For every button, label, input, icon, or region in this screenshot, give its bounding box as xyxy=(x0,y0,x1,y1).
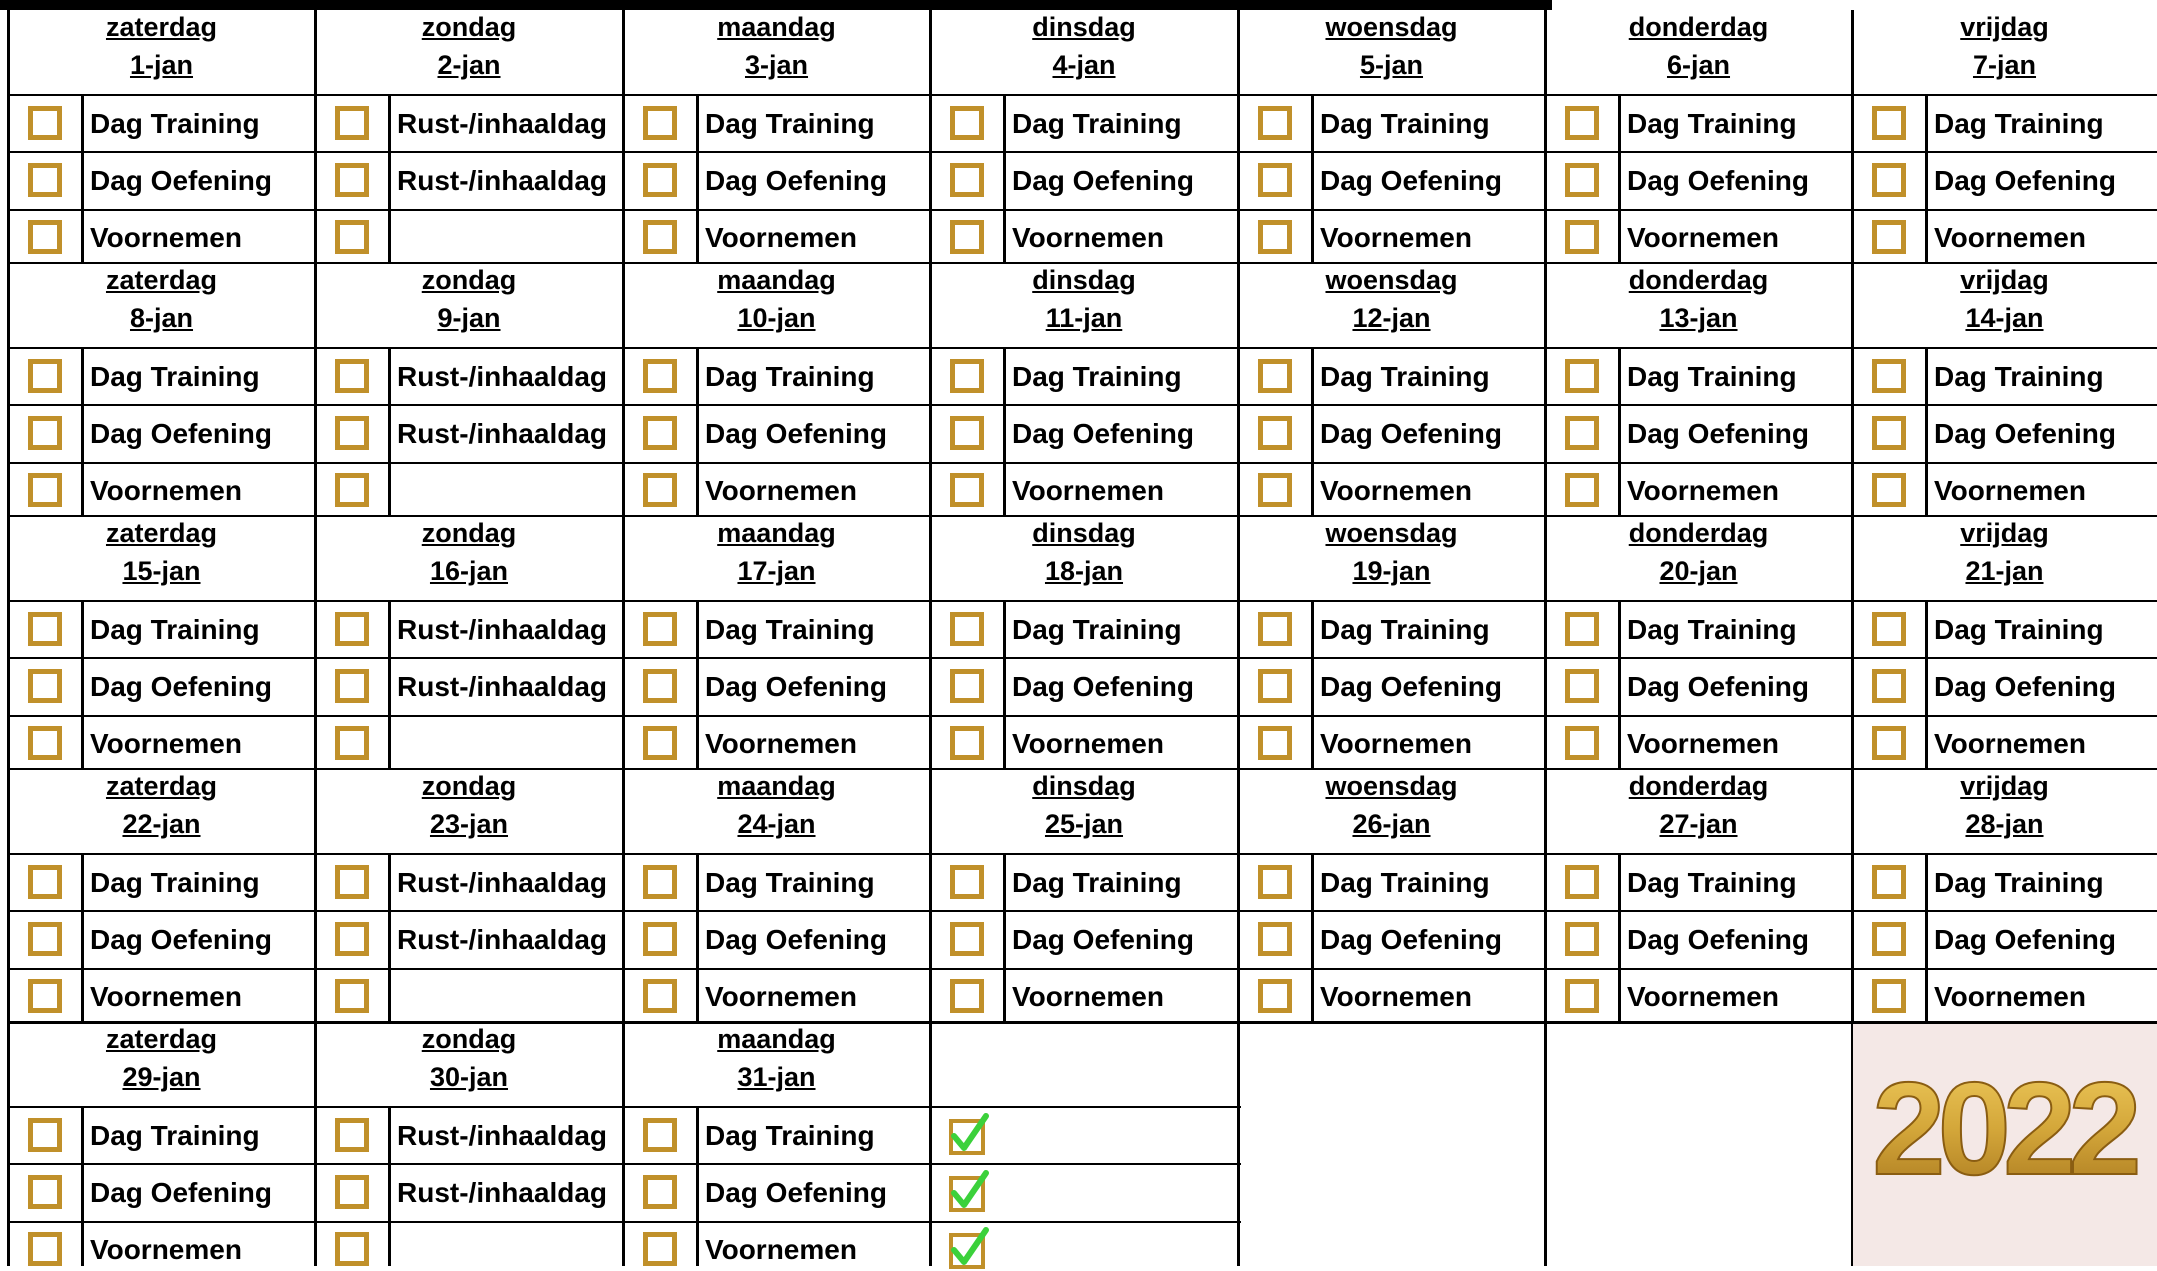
grid-inner-line xyxy=(1618,600,1621,768)
day-weekday: vrijdag xyxy=(1960,518,2049,548)
grid-inner-line xyxy=(1925,853,1928,1021)
task-checkbox[interactable] xyxy=(335,163,369,197)
grid-inner-line xyxy=(81,600,84,768)
year-logo xyxy=(1853,1024,2157,1266)
task-label: Dag Oefening xyxy=(1320,671,1503,702)
task-label: Dag Training xyxy=(1627,614,1797,645)
task-label: Dag Training xyxy=(90,1120,260,1151)
grid-inner-line xyxy=(1311,853,1314,1021)
task-label: Dag Training xyxy=(1320,614,1490,645)
task-label: Dag Oefening xyxy=(1627,671,1810,702)
task-checkbox[interactable] xyxy=(1872,922,1906,956)
task-label: Dag Training xyxy=(1320,361,1490,392)
day-date: 1-jan xyxy=(129,50,194,80)
task-label: Dag Oefening xyxy=(1934,418,2117,449)
task-label: Voornemen xyxy=(1627,475,1779,506)
task-checkbox[interactable] xyxy=(950,220,984,254)
check-icon xyxy=(948,1169,990,1213)
task-checkbox[interactable] xyxy=(28,1175,62,1209)
task-checkbox[interactable] xyxy=(1565,669,1599,703)
grid-row-line xyxy=(8,151,2157,153)
task-checkbox[interactable] xyxy=(28,1118,62,1152)
task-checkbox[interactable] xyxy=(335,612,369,646)
task-checkbox[interactable] xyxy=(335,416,369,450)
task-checkbox[interactable] xyxy=(643,473,677,507)
day-date: 11-jan xyxy=(1045,303,1123,333)
day-weekday: maandag xyxy=(717,1024,836,1054)
task-checkbox[interactable] xyxy=(335,106,369,140)
task-label: Voornemen xyxy=(90,222,242,253)
task-label: Voornemen xyxy=(1012,475,1164,506)
task-checkbox[interactable] xyxy=(950,416,984,450)
grid-row-line xyxy=(8,209,2157,211)
task-label: Voornemen xyxy=(705,222,857,253)
task-label: Rust-/inhaaldag xyxy=(397,867,608,898)
task-checkbox[interactable] xyxy=(643,612,677,646)
day-date: 16-jan xyxy=(429,556,509,586)
task-label: Dag Oefening xyxy=(705,671,888,702)
task-checkbox[interactable] xyxy=(1872,865,1906,899)
task-checkbox[interactable] xyxy=(1258,726,1292,760)
day-weekday: zondag xyxy=(421,265,517,295)
task-checkbox[interactable] xyxy=(28,669,62,703)
task-checkbox[interactable] xyxy=(950,106,984,140)
top-border xyxy=(0,0,1552,10)
day-weekday: dinsdag xyxy=(1032,12,1136,42)
day-date: 19-jan xyxy=(1352,556,1431,586)
grid-inner-line xyxy=(1618,94,1621,262)
grid-inner-line xyxy=(696,853,699,1021)
task-label: Dag Oefening xyxy=(1627,165,1810,196)
day-date: 29-jan xyxy=(122,1062,201,1092)
task-checkbox[interactable] xyxy=(28,416,62,450)
task-checkbox[interactable] xyxy=(1872,669,1906,703)
day-date: 26-jan xyxy=(1352,809,1431,839)
task-checkbox[interactable] xyxy=(1258,416,1292,450)
task-checkbox[interactable] xyxy=(1565,106,1599,140)
task-checkbox[interactable] xyxy=(335,669,369,703)
task-label: Dag Oefening xyxy=(1320,165,1503,196)
task-label: Rust-/inhaaldag xyxy=(397,1177,608,1208)
day-date: 17-jan xyxy=(737,556,816,586)
day-date: 4-jan xyxy=(1052,50,1116,80)
task-checkbox[interactable] xyxy=(335,1232,369,1266)
task-label: Voornemen xyxy=(1320,475,1472,506)
task-label: Voornemen xyxy=(1320,981,1472,1012)
task-checkbox[interactable] xyxy=(1565,726,1599,760)
task-checkbox[interactable] xyxy=(643,1232,677,1266)
day-weekday: vrijdag xyxy=(1960,12,2049,42)
task-label: Voornemen xyxy=(705,981,857,1012)
task-checkbox[interactable] xyxy=(643,1175,677,1209)
day-weekday: vrijdag xyxy=(1960,771,2049,801)
task-label: Dag Training xyxy=(1012,108,1182,139)
grid-col-line xyxy=(1544,10,1547,1266)
day-weekday: zondag xyxy=(421,1024,517,1054)
task-label: Rust-/inhaaldag xyxy=(397,671,608,702)
day-weekday: maandag xyxy=(717,12,836,42)
task-checkbox[interactable] xyxy=(1565,416,1599,450)
task-label: Voornemen xyxy=(1934,981,2086,1012)
task-label: Dag Training xyxy=(90,361,260,392)
task-label: Dag Oefening xyxy=(90,165,273,196)
day-date: 23-jan xyxy=(429,809,509,839)
task-label: Voornemen xyxy=(1012,728,1164,759)
grid-inner-line xyxy=(81,94,84,262)
day-date: 14-jan xyxy=(1965,303,2044,333)
task-checkbox[interactable] xyxy=(1872,726,1906,760)
day-date: 28-jan xyxy=(1965,809,2044,839)
day-date: 20-jan xyxy=(1659,556,1738,586)
grid-inner-line xyxy=(1003,600,1006,768)
task-label: Voornemen xyxy=(705,1234,857,1265)
day-weekday: zaterdag xyxy=(105,771,218,801)
task-checkbox[interactable] xyxy=(1565,220,1599,254)
task-checkbox[interactable] xyxy=(1258,669,1292,703)
grid-row-line xyxy=(8,600,2157,602)
task-label: Rust-/inhaaldag xyxy=(397,1120,608,1151)
task-label: Rust-/inhaaldag xyxy=(397,614,608,645)
day-weekday: zondag xyxy=(421,771,517,801)
day-weekday: woensdag xyxy=(1325,518,1458,548)
grid-block-line xyxy=(8,768,2157,770)
day-weekday: zondag xyxy=(421,518,517,548)
check-icon xyxy=(948,1112,990,1156)
grid-inner-line xyxy=(1311,94,1314,262)
task-checkbox[interactable] xyxy=(1872,359,1906,393)
day-date: 30-jan xyxy=(429,1062,509,1092)
task-checkbox[interactable] xyxy=(950,473,984,507)
grid-inner-line xyxy=(696,1106,699,1266)
task-label: Dag Oefening xyxy=(90,1177,273,1208)
day-weekday: maandag xyxy=(717,265,836,295)
task-checkbox[interactable] xyxy=(1258,612,1292,646)
day-weekday: woensdag xyxy=(1325,12,1458,42)
task-checkbox[interactable] xyxy=(1872,163,1906,197)
task-label: Dag Training xyxy=(1934,108,2104,139)
grid-row-line xyxy=(8,657,2157,659)
task-label: Dag Training xyxy=(705,361,875,392)
task-checkbox[interactable] xyxy=(643,106,677,140)
task-checkbox[interactable] xyxy=(335,1175,369,1209)
task-label: Dag Oefening xyxy=(90,924,273,955)
task-label: Dag Training xyxy=(705,1120,875,1151)
task-label: Dag Oefening xyxy=(1627,418,1810,449)
grid-inner-line xyxy=(388,600,391,768)
task-label: Voornemen xyxy=(90,981,242,1012)
grid-inner-line xyxy=(1311,600,1314,768)
day-weekday: zaterdag xyxy=(105,265,218,295)
task-label: Dag Training xyxy=(1627,108,1797,139)
task-checkbox[interactable] xyxy=(28,1232,62,1266)
grid-inner-line xyxy=(1925,94,1928,262)
task-checkbox[interactable] xyxy=(643,726,677,760)
task-label: Voornemen xyxy=(1934,222,2086,253)
task-label: Dag Oefening xyxy=(705,1177,888,1208)
task-label: Dag Oefening xyxy=(1320,924,1503,955)
task-checkbox[interactable] xyxy=(1258,359,1292,393)
grid-col-line xyxy=(1237,10,1240,1266)
svg-text:2022: 2022 xyxy=(1872,1055,2134,1202)
task-checkbox[interactable] xyxy=(1565,865,1599,899)
task-label: Voornemen xyxy=(705,728,857,759)
day-weekday: dinsdag xyxy=(1032,265,1136,295)
task-checkbox[interactable] xyxy=(1565,163,1599,197)
task-checkbox[interactable] xyxy=(1258,865,1292,899)
grid-row-line xyxy=(8,715,2157,717)
day-weekday: zaterdag xyxy=(105,1024,218,1054)
task-label: Dag Training xyxy=(90,867,260,898)
task-checkbox[interactable] xyxy=(1565,922,1599,956)
task-label: Dag Training xyxy=(1627,361,1797,392)
grid-row-line xyxy=(8,347,2157,349)
task-checkbox[interactable] xyxy=(1872,106,1906,140)
day-date: 10-jan xyxy=(737,303,816,333)
task-checkbox[interactable] xyxy=(28,979,62,1013)
task-label: Dag Training xyxy=(1934,867,2104,898)
task-checkbox[interactable] xyxy=(335,473,369,507)
task-label: Voornemen xyxy=(1012,222,1164,253)
grid-inner-line xyxy=(696,600,699,768)
day-weekday: zaterdag xyxy=(105,518,218,548)
grid-row-line xyxy=(8,853,2157,855)
day-date: 24-jan xyxy=(737,809,816,839)
task-label: Dag Training xyxy=(1934,361,2104,392)
year-logo-graphic xyxy=(1853,1024,2157,1266)
task-label: Rust-/inhaaldag xyxy=(397,361,608,392)
day-date: 7-jan xyxy=(1972,50,2037,80)
task-label: Dag Training xyxy=(90,108,260,139)
grid-inner-line xyxy=(1925,347,1928,515)
task-label: Dag Training xyxy=(705,614,875,645)
task-label: Voornemen xyxy=(705,475,857,506)
task-checkbox[interactable] xyxy=(1872,220,1906,254)
task-label: Dag Oefening xyxy=(1012,418,1195,449)
day-date: 6-jan xyxy=(1666,50,1731,80)
task-checkbox[interactable] xyxy=(950,163,984,197)
task-checkbox[interactable] xyxy=(1258,220,1292,254)
day-weekday: dinsdag xyxy=(1032,771,1136,801)
task-checkbox[interactable] xyxy=(28,220,62,254)
task-label: Voornemen xyxy=(90,475,242,506)
task-label: Dag Oefening xyxy=(90,671,273,702)
task-checkbox[interactable] xyxy=(335,359,369,393)
task-label: Voornemen xyxy=(1627,222,1779,253)
grid-row-line xyxy=(8,910,2157,912)
grid-row-line xyxy=(8,462,2157,464)
task-checkbox[interactable] xyxy=(1872,473,1906,507)
task-checkbox[interactable] xyxy=(950,612,984,646)
grid-row-line xyxy=(8,968,2157,970)
task-checkbox[interactable] xyxy=(950,922,984,956)
task-checkbox[interactable] xyxy=(643,163,677,197)
task-label: Dag Oefening xyxy=(705,924,888,955)
day-weekday: zaterdag xyxy=(105,12,218,42)
day-weekday: donderdag xyxy=(1628,518,1769,548)
task-label: Dag Training xyxy=(705,108,875,139)
task-label: Voornemen xyxy=(1627,981,1779,1012)
grid-block-line xyxy=(8,262,2157,264)
check-icon xyxy=(948,1226,990,1270)
day-date: 12-jan xyxy=(1352,303,1431,333)
task-checkbox[interactable] xyxy=(28,612,62,646)
day-date: 18-jan xyxy=(1044,556,1124,586)
task-label: Voornemen xyxy=(1012,981,1164,1012)
task-checkbox[interactable] xyxy=(1872,416,1906,450)
task-label: Rust-/inhaaldag xyxy=(397,418,608,449)
day-weekday: dinsdag xyxy=(1032,518,1136,548)
task-label: Dag Training xyxy=(705,867,875,898)
task-label: Dag Oefening xyxy=(1012,671,1195,702)
task-checkbox[interactable] xyxy=(643,1118,677,1152)
task-label: Dag Oefening xyxy=(1012,924,1195,955)
grid-inner-line xyxy=(1311,347,1314,515)
grid-inner-line xyxy=(388,347,391,515)
task-checkbox[interactable] xyxy=(643,416,677,450)
grid-inner-line xyxy=(696,94,699,262)
day-weekday: woensdag xyxy=(1325,771,1458,801)
task-label: Dag Oefening xyxy=(1320,418,1503,449)
task-checkbox[interactable] xyxy=(1565,473,1599,507)
task-checkbox[interactable] xyxy=(335,865,369,899)
task-label: Rust-/inhaaldag xyxy=(397,108,608,139)
day-date: 8-jan xyxy=(129,303,194,333)
task-checkbox[interactable] xyxy=(335,220,369,254)
task-label: Dag Training xyxy=(1320,867,1490,898)
task-checkbox[interactable] xyxy=(950,865,984,899)
task-checkbox[interactable] xyxy=(643,979,677,1013)
day-date: 9-jan xyxy=(437,303,501,333)
task-label: Rust-/inhaaldag xyxy=(397,924,608,955)
task-label: Dag Training xyxy=(90,614,260,645)
task-checkbox[interactable] xyxy=(950,669,984,703)
task-checkbox[interactable] xyxy=(643,220,677,254)
day-weekday: maandag xyxy=(717,518,836,548)
task-label: Dag Training xyxy=(1012,361,1182,392)
day-weekday: donderdag xyxy=(1628,771,1769,801)
task-checkbox[interactable] xyxy=(643,669,677,703)
day-weekday: woensdag xyxy=(1325,265,1458,295)
day-date: 31-jan xyxy=(737,1062,816,1092)
grid-inner-line xyxy=(1003,94,1006,262)
task-label: Dag Oefening xyxy=(705,165,888,196)
task-label: Dag Oefening xyxy=(1934,165,2117,196)
task-checkbox[interactable] xyxy=(1872,612,1906,646)
task-label: Dag Training xyxy=(1320,108,1490,139)
day-weekday: donderdag xyxy=(1628,12,1769,42)
task-checkbox[interactable] xyxy=(335,979,369,1013)
grid-inner-line xyxy=(1618,853,1621,1021)
task-label: Voornemen xyxy=(1320,222,1472,253)
task-checkbox[interactable] xyxy=(28,473,62,507)
task-checkbox[interactable] xyxy=(28,922,62,956)
grid-inner-line xyxy=(696,347,699,515)
task-label: Voornemen xyxy=(90,1234,242,1265)
task-label: Dag Training xyxy=(1934,614,2104,645)
task-checkbox[interactable] xyxy=(28,106,62,140)
task-label: Dag Oefening xyxy=(705,418,888,449)
day-date: 22-jan xyxy=(122,809,201,839)
grid-inner-line xyxy=(388,94,391,262)
day-weekday: zondag xyxy=(421,12,517,42)
task-checkbox[interactable] xyxy=(950,726,984,760)
task-label: Voornemen xyxy=(1934,475,2086,506)
task-checkbox[interactable] xyxy=(1565,359,1599,393)
task-checkbox[interactable] xyxy=(335,1118,369,1152)
task-label: Dag Oefening xyxy=(1012,165,1195,196)
grid-inner-line xyxy=(81,347,84,515)
day-date: 13-jan xyxy=(1659,303,1738,333)
day-date: 25-jan xyxy=(1044,809,1124,839)
day-weekday: vrijdag xyxy=(1960,265,2049,295)
task-label: Dag Oefening xyxy=(90,418,273,449)
task-label: Dag Oefening xyxy=(1627,924,1810,955)
grid-row-line xyxy=(8,94,2157,96)
task-checkbox[interactable] xyxy=(1258,922,1292,956)
task-label: Dag Training xyxy=(1012,614,1182,645)
task-checkbox[interactable] xyxy=(1258,106,1292,140)
task-checkbox[interactable] xyxy=(28,865,62,899)
task-label: Voornemen xyxy=(1320,728,1472,759)
task-checkbox[interactable] xyxy=(28,726,62,760)
day-date: 15-jan xyxy=(122,556,201,586)
grid-inner-line xyxy=(81,1106,84,1266)
task-checkbox[interactable] xyxy=(950,359,984,393)
grid-inner-line xyxy=(1003,347,1006,515)
task-checkbox[interactable] xyxy=(1258,979,1292,1013)
grid-row-line xyxy=(8,404,2157,406)
task-checkbox[interactable] xyxy=(1565,979,1599,1013)
task-label: Dag Oefening xyxy=(1934,924,2117,955)
task-label: Dag Training xyxy=(1627,867,1797,898)
grid-inner-line xyxy=(1618,347,1621,515)
task-label: Voornemen xyxy=(1627,728,1779,759)
task-checkbox[interactable] xyxy=(28,163,62,197)
day-date: 27-jan xyxy=(1659,809,1738,839)
day-date: 3-jan xyxy=(744,50,809,80)
task-label: Dag Training xyxy=(1012,867,1182,898)
day-date: 21-jan xyxy=(1965,556,2044,586)
task-checkbox[interactable] xyxy=(643,922,677,956)
task-checkbox[interactable] xyxy=(643,865,677,899)
day-date: 5-jan xyxy=(1359,50,1424,80)
task-label: Rust-/inhaaldag xyxy=(397,165,608,196)
task-label: Voornemen xyxy=(90,728,242,759)
task-label: Dag Oefening xyxy=(1934,671,2117,702)
task-checkbox[interactable] xyxy=(1258,163,1292,197)
task-checkbox[interactable] xyxy=(950,979,984,1013)
day-weekday: donderdag xyxy=(1628,265,1769,295)
grid-inner-line xyxy=(388,853,391,1021)
grid-block-line xyxy=(8,515,2157,517)
task-checkbox[interactable] xyxy=(335,726,369,760)
task-checkbox[interactable] xyxy=(1258,473,1292,507)
day-weekday: maandag xyxy=(717,771,836,801)
task-checkbox[interactable] xyxy=(28,359,62,393)
day-date: 2-jan xyxy=(437,50,501,80)
grid-inner-line xyxy=(1925,600,1928,768)
task-checkbox[interactable] xyxy=(643,359,677,393)
task-checkbox[interactable] xyxy=(335,922,369,956)
grid-inner-line xyxy=(81,853,84,1021)
task-label: Voornemen xyxy=(1934,728,2086,759)
task-checkbox[interactable] xyxy=(1565,612,1599,646)
grid-inner-line xyxy=(388,1106,391,1266)
task-checkbox[interactable] xyxy=(1872,979,1906,1013)
grid-inner-line xyxy=(1003,853,1006,1021)
